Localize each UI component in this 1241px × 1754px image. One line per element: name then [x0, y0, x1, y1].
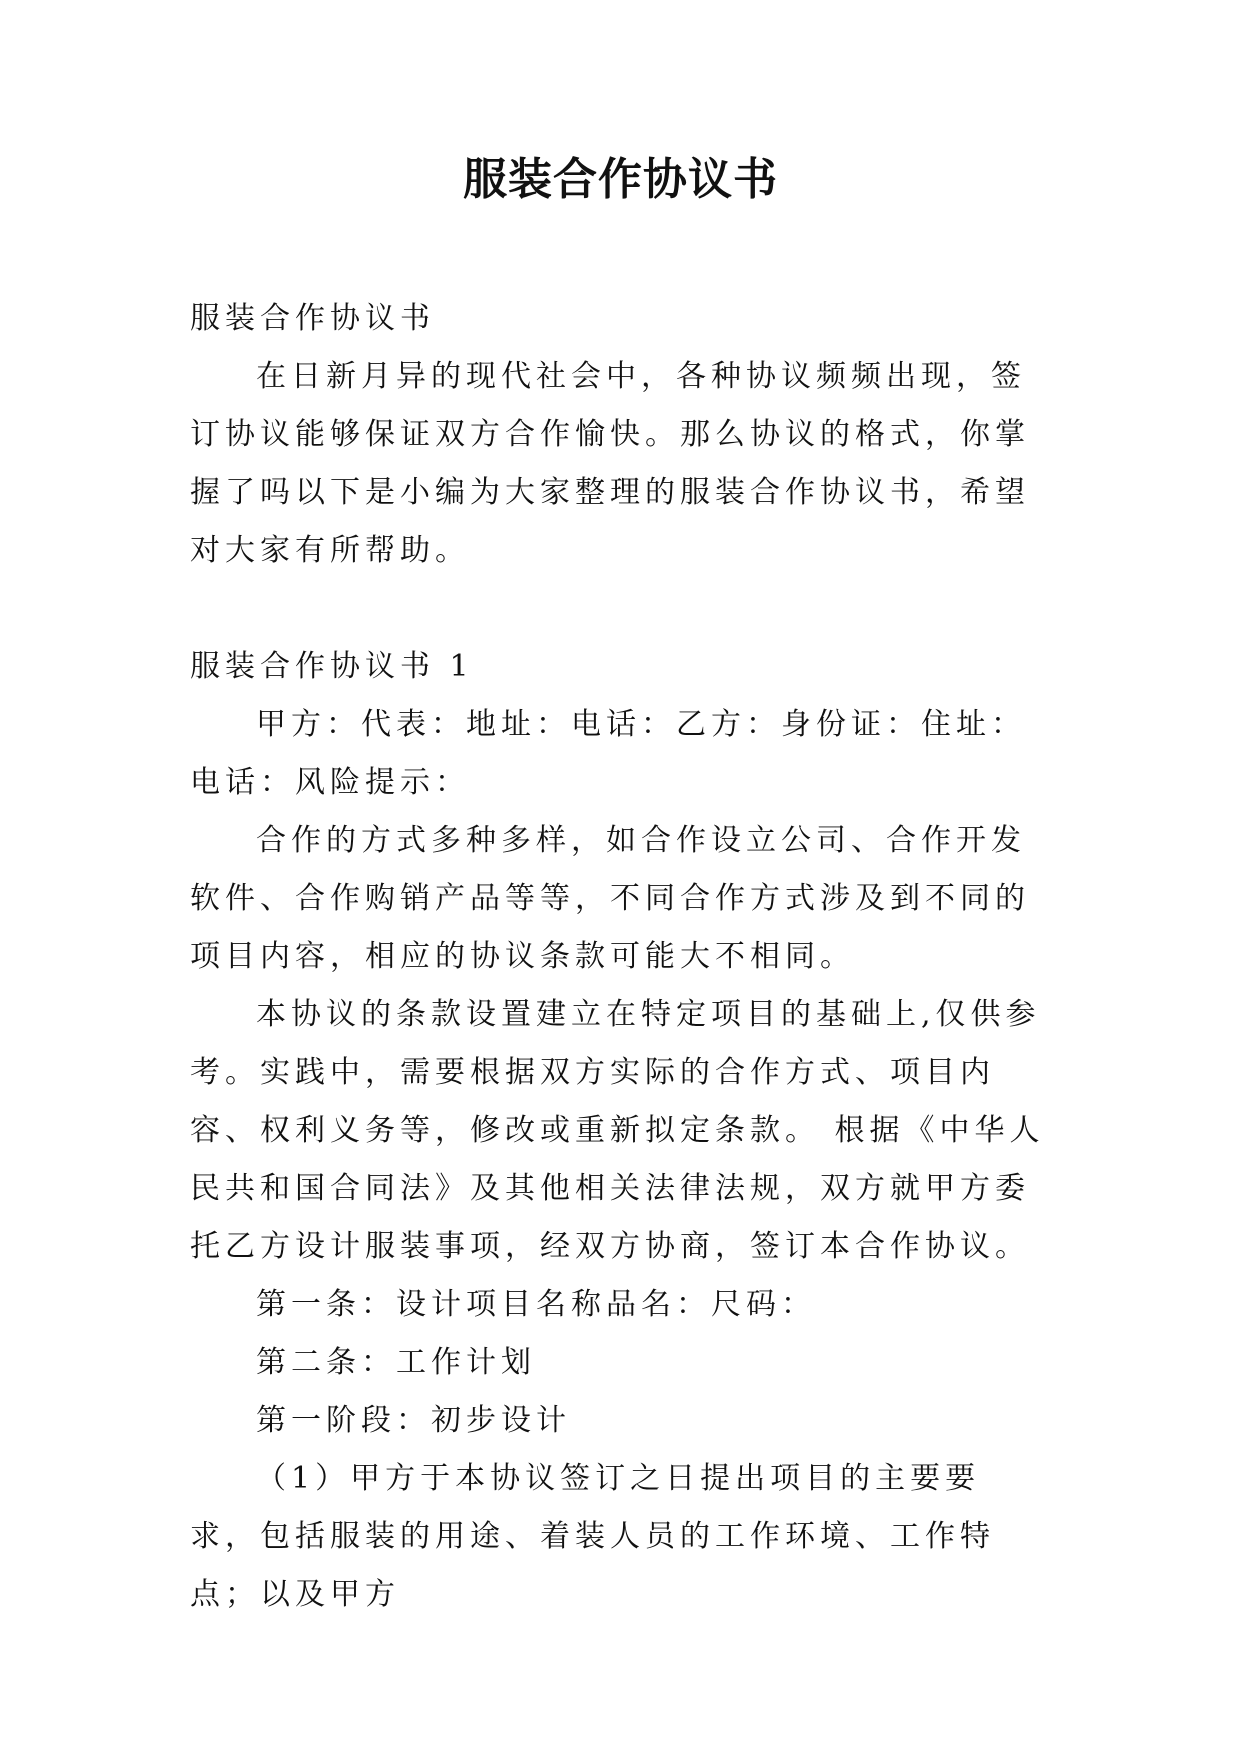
document-body [190, 290, 1050, 1624]
risk-paragraph-2: 本协议的条款设置建立在特定项目的基础上,仅供参考。实践中，需要根据双方实际的合作方式、项目内容、权利义务等，修改或重新拟定条款。 根据《中华人民共和国合同法》及其他相关法律法规，双方就甲方委托乙方设计服装事项，经双方协商，签订本合作协议。 [190, 997, 1045, 1264]
section-heading: 服装合作协议书 1 [190, 649, 474, 684]
clause-1: （1）甲方于本协议签订之日提出项目的主要要求，包括服装的用途、着装人员的工作环境、工作特点；以及甲方 [190, 1461, 995, 1612]
phase-1: 第一阶段：初步设计 [256, 1403, 571, 1438]
intro-paragraph: 在日新月异的现代社会中，各种协议频频出现，签订协议能够保证双方合作愉快。那么协议的格式，你掌握了吗以下是小编为大家整理的服装合作协议书，希望对大家有所帮助。 [190, 359, 1030, 568]
section-spacer [190, 580, 1050, 638]
article-1: 第一条：设计项目名称品名：尺码： [256, 1287, 816, 1322]
risk-paragraph-1: 合作的方式多种多样，如合作设立公司、合作开发软件、合作购销产品等等，不同合作方式涉及到不同的项目内容，相应的协议条款可能大不相同。 [190, 823, 1030, 974]
parties-paragraph: 甲方：代表：地址：电话：乙方：身份证：住址：电话：风险提示： [190, 707, 1026, 800]
document-title: 服装合作协议书 [463, 154, 778, 205]
article-2: 第二条：工作计划 [256, 1345, 536, 1380]
intro-heading: 服装合作协议书 [190, 301, 435, 336]
